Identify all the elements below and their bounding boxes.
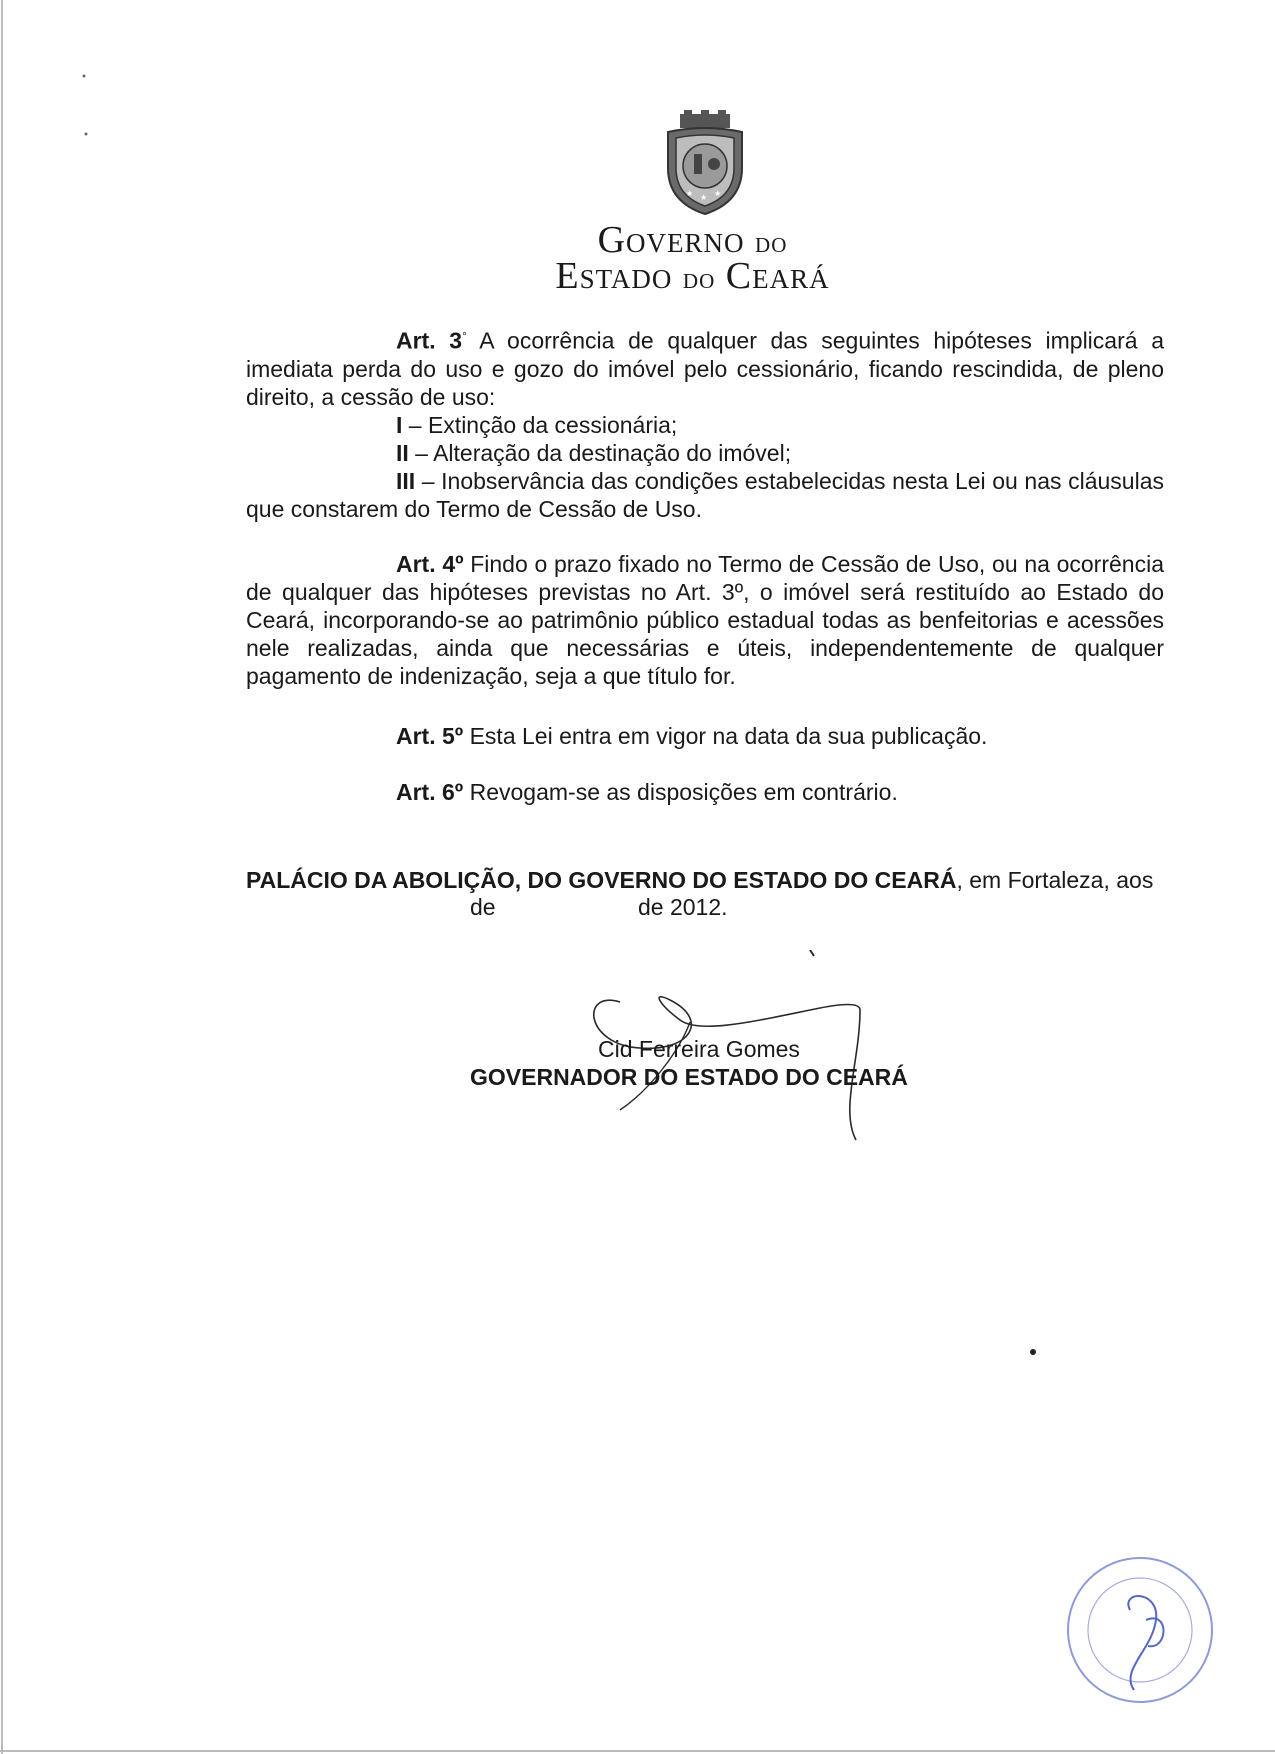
article-3-item-1: I – Extinção da cessionária;: [396, 411, 678, 438]
article-4: Art. 4º Findo o prazo fixado no Termo de Cessão de Uso, ou na ocorrência de qualquer das hipóteses previstas no Art. 3º, o imóvel será restituído ao Estado do Ceará, incorporando-se ao patrimônio público estadual todas as benfeitorias e acessões nele realizadas, ainda que necessárias e úteis, independentemente de qualquer pagamento de indenização, seja a que título for.: [246, 551, 1164, 689]
svg-text:★: ★: [700, 193, 708, 202]
closing-line: PALÁCIO DA ABOLIÇÃO, DO GOVERNO DO ESTADO DO CEARÁ, em Fortaleza, aos: [246, 867, 1154, 893]
article-6: Art. 6º Revogam-se as disposições em contrário.: [396, 779, 898, 805]
article-3-text: Art. 3° A ocorrência de qualquer das seguintes hipóteses implicará a imediata perda do uso e gozo do imóvel pelo cessionário, ficando rescindida, de pleno direito, a cessão de uso:: [246, 327, 1164, 410]
svg-text:★: ★: [686, 189, 694, 198]
signatory-name: Cid Ferreira Gomes: [598, 1036, 800, 1062]
closing-de-2: de 2012.: [638, 894, 728, 920]
article-3-item-2: II – Alteração da destinação do imóvel;: [396, 439, 792, 466]
article-3-item-3: III – Inobservância das condições estabelecidas nesta Lei ou nas cláusulas que constarem do Termo de Cessão de Uso.: [246, 467, 1164, 522]
state-coat-of-arms-icon: [662, 110, 748, 218]
header-estado-do-ceara: Estado do Ceará: [555, 255, 830, 297]
official-stamp-icon: [1060, 1550, 1220, 1710]
svg-text:★: ★: [714, 189, 722, 198]
closing-de-1: de: [470, 894, 496, 920]
header-governo-do: Governo do: [597, 219, 788, 261]
signatory-title: GOVERNADOR DO ESTADO DO CEARÁ: [470, 1064, 908, 1090]
article-3: [246, 322, 1164, 523]
article-5: Art. 5º Esta Lei entra em vigor na data da sua publicação.: [396, 723, 988, 749]
